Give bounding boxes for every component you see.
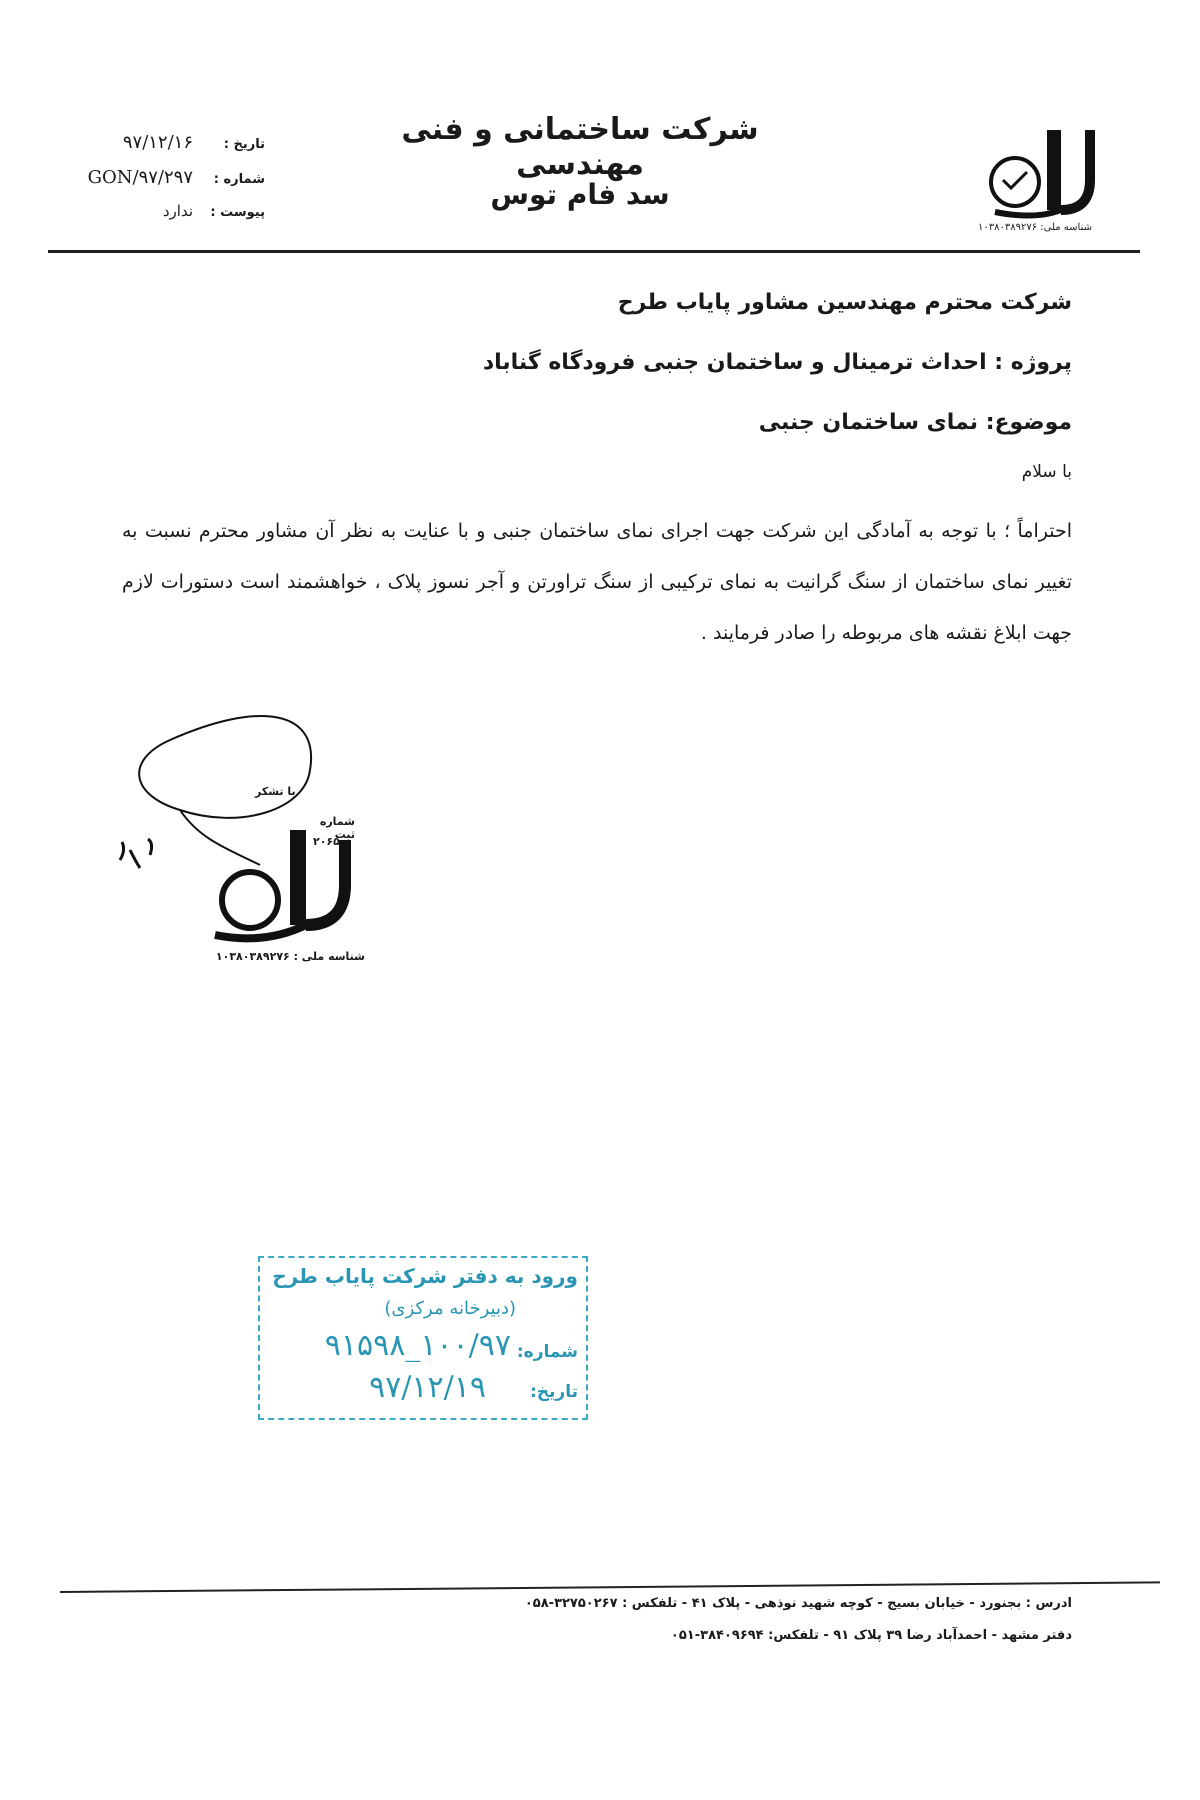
meta-number (55, 167, 265, 202)
footer-mashhad-office: دفتر مشهد - احمدآباد رضا ۳۹ پلاک ۹۱ - تلفکس: ۳۸۴۰۹۶۹۴-۰۵۱ (670, 1628, 1072, 1643)
stamp-reg-number: ۲۰۶۵ (313, 835, 340, 848)
received-date-label: تاریخ: (530, 1382, 578, 1402)
company-title: شرکت ساختمانی و فنی مهندسی (401, 112, 759, 182)
meta-number-value: GON/۹۷/۲۹۷ (87, 167, 193, 188)
letter-meta (55, 132, 265, 237)
meta-number-label: شماره : (213, 172, 265, 187)
footer-divider (60, 1581, 1160, 1593)
meta-date (55, 132, 265, 167)
stamp-closing: با تشکر (255, 785, 296, 798)
meta-attachment-label: پیوست : (210, 205, 265, 220)
header-divider (48, 250, 1140, 253)
greeting: با سلام (1021, 462, 1072, 482)
received-number-value: ۱۰۰/۹۷_۹۱۵۹۸ (324, 1328, 511, 1363)
subject-line: موضوع: نمای ساختمان جنبی (758, 410, 1072, 435)
company-subtitle: سد فام توس (490, 178, 670, 211)
letter-body: احتراماً ؛ با توجه به آمادگی این شرکت جهت اجرای نمای ساختمان جنبی و با عنایت به نظر آن مشاور محترم نسبت به تغییر نمای ساختمان از سنگ گرانیت به نمای ترکیبی از سنگ تراورتن و آجر نسوز پلاک ، خواهشمند است دستورات لازم جهت ابلاغ نقشه های مربوطه را صادر فرمایند . (122, 520, 1072, 644)
received-date-value: ۹۷/۱۲/۱۹ (369, 1370, 486, 1405)
received-stamp-subtitle: (دبیرخانه مرکزی) (384, 1298, 516, 1319)
received-stamp (258, 1256, 588, 1420)
stamp-reg-label: شماره ثبت (319, 815, 355, 841)
received-number-label: شماره: (516, 1342, 578, 1362)
received-stamp-title: ورود به دفتر شرکت پایاب طرح (272, 1264, 578, 1288)
project-line: پروژه : احداث ترمینال و ساختمان جنبی فرودگاه گناباد (482, 350, 1072, 375)
footer-address: ادرس : بجنورد - خیابان بسیج - کوچه شهید نوذهی - پلاک ۴۱ - تلفکس : ۳۲۷۵۰۲۶۷-۰۵۸ (524, 1596, 1072, 1611)
meta-date-label: تاریخ : (223, 137, 265, 152)
stamp-national-id: شناسه ملی : ۱۰۳۸۰۳۸۹۲۷۶ (215, 950, 365, 963)
meta-attachment (55, 202, 265, 237)
recipient: شرکت محترم مهندسین مشاور پایاب طرح (617, 290, 1072, 315)
company-signature-stamp (195, 785, 355, 955)
meta-date-value: ۹۷/۱۲/۱۶ (122, 132, 193, 153)
meta-attachment-value: ندارد (162, 202, 193, 220)
logo-national-id: شناسه ملی: ۱۰۳۸۰۳۸۹۲۷۶ (977, 222, 1092, 233)
